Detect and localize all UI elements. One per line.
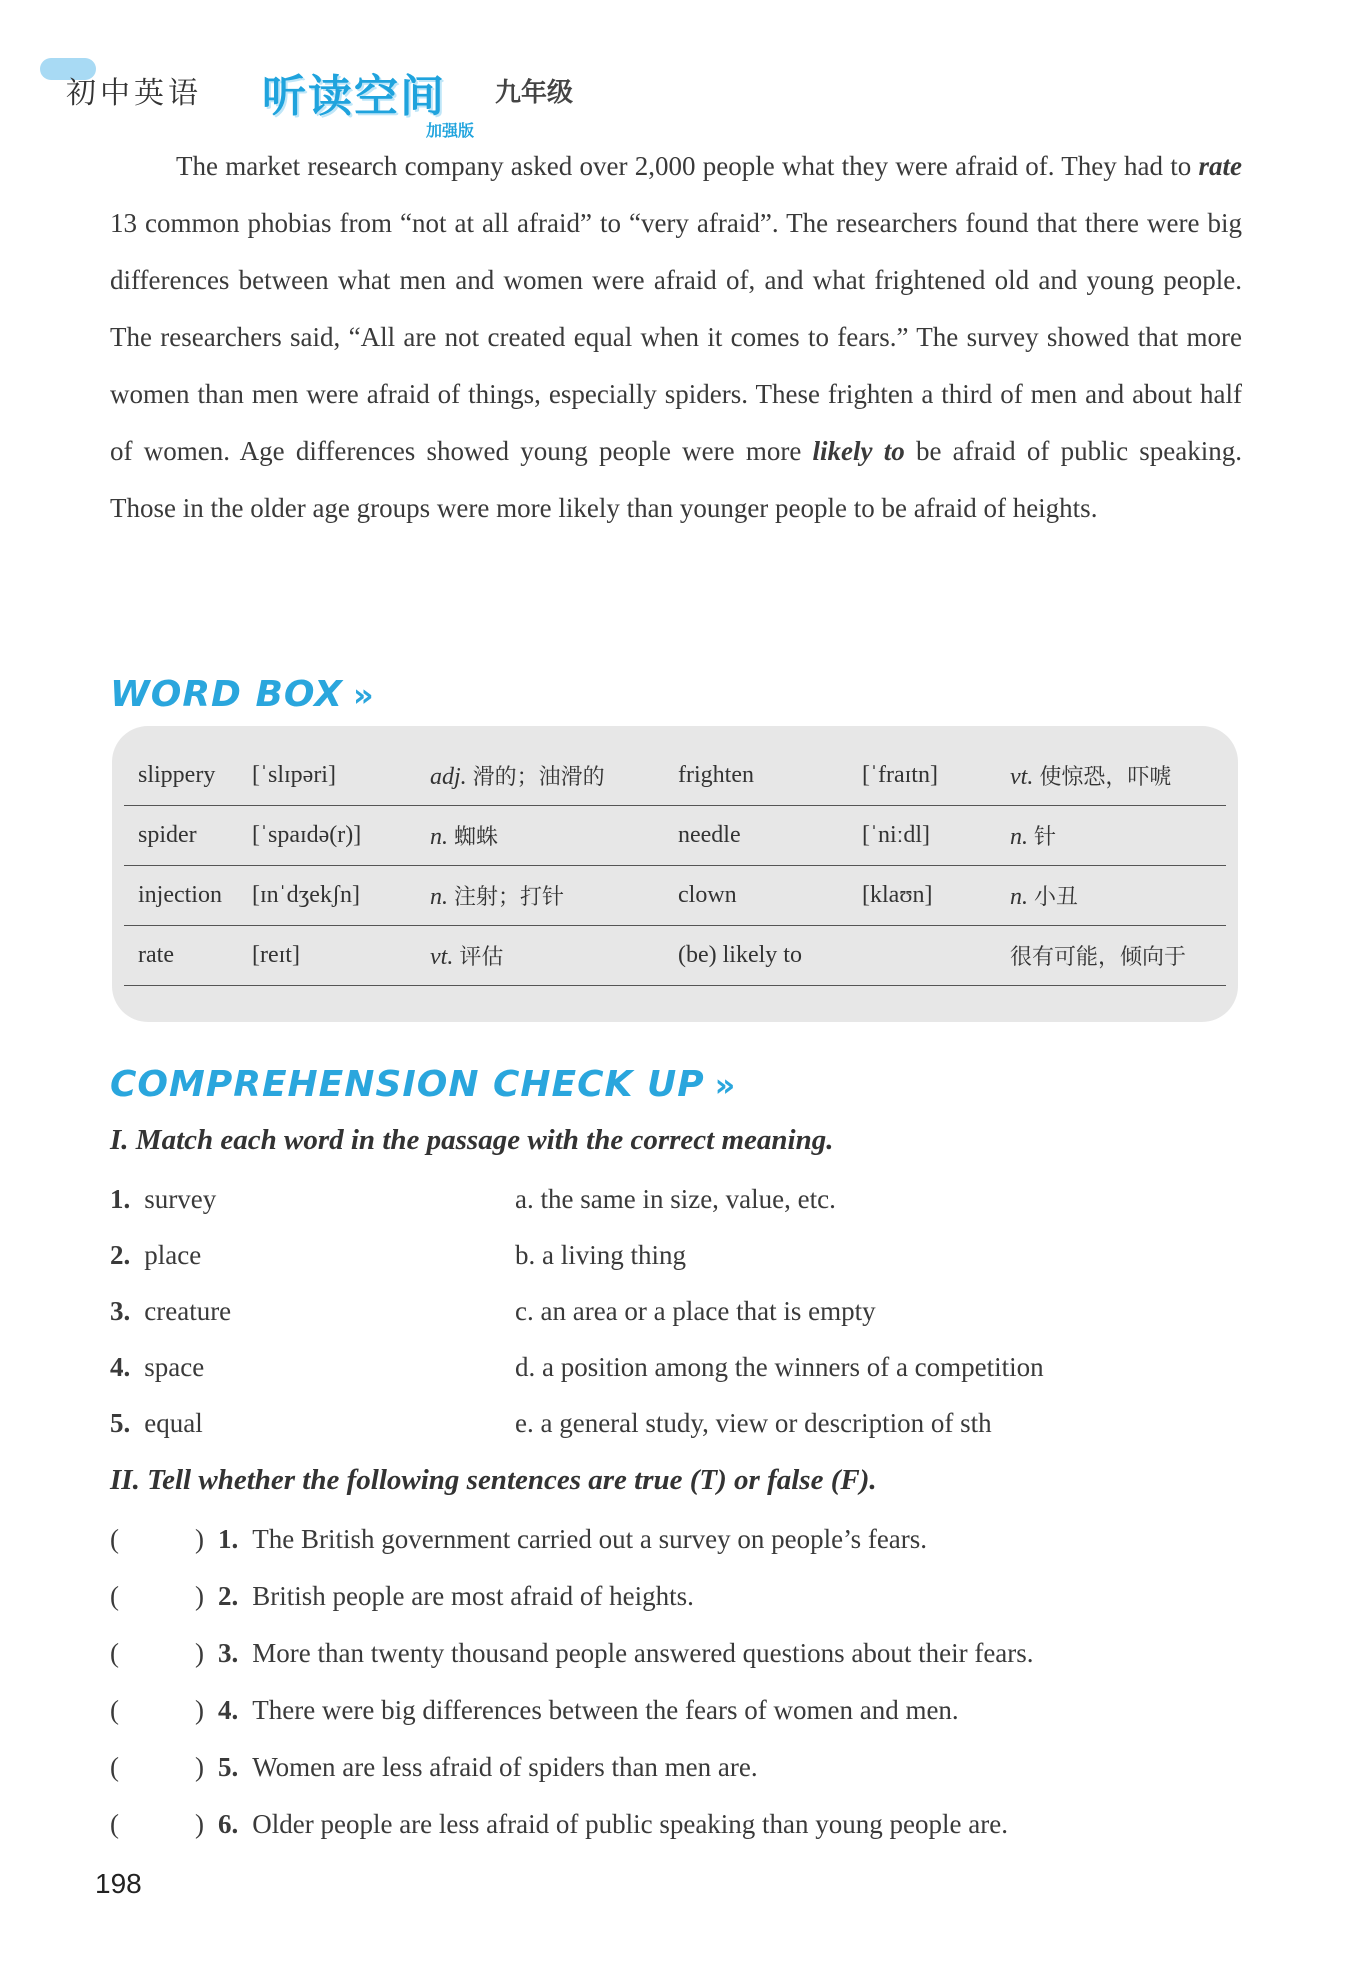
vocab-meaning: n. 蜘蛛 (416, 806, 664, 866)
answer-blank[interactable]: ( ) (110, 1638, 204, 1668)
vocab-meaning: vt. 使惊恐，吓唬 (996, 746, 1226, 806)
vocabulary-table (124, 746, 1226, 986)
brand-logo-text: 听读空间 (262, 71, 446, 122)
double-chevron-icon: » (352, 676, 375, 714)
answer-blank[interactable]: ( ) (110, 1752, 204, 1782)
vocab-word: rate (124, 926, 238, 986)
double-chevron-icon: » (714, 1066, 737, 1104)
match-word-item: 3. creature (110, 1296, 232, 1326)
page-number: 198 (95, 1868, 142, 1899)
vocab-word: injection (124, 866, 238, 926)
vocab-word: spider (124, 806, 238, 866)
keyword-rate: rate (1198, 151, 1242, 181)
match-word-item: 2. place (110, 1240, 202, 1270)
comprehension-title (110, 1064, 736, 1105)
passage-text-1: The market research company asked over 2,000 people what they were afraid of. They had to (176, 151, 1199, 181)
keyword-likely-to: likely to (812, 436, 905, 466)
vocab-word: slippery (124, 746, 238, 806)
vocab-meaning: vt. 评估 (416, 926, 664, 986)
passage-paragraph (110, 138, 1242, 537)
match-meaning-item: d. a position among the winners of a competition (515, 1352, 1044, 1382)
true-false-item: ( ) 4. There were big differences between the fears of women and men. (110, 1695, 959, 1725)
comprehension-title-text: COMPREHENSION CHECK UP (110, 1064, 705, 1105)
match-word-item: 1. survey (110, 1184, 217, 1214)
answer-blank[interactable]: ( ) (110, 1524, 204, 1554)
word-box-title (110, 674, 375, 715)
match-word-item: 4. space (110, 1352, 205, 1382)
word-box-title-text: WORD BOX (110, 674, 343, 715)
vocab-phonetic: [reɪt] (238, 926, 416, 986)
true-false-item: ( ) 5. Women are less afraid of spiders than men are. (110, 1752, 758, 1782)
vocab-phonetic: [ˈslɪpəri] (238, 746, 416, 806)
match-word-item: 5. equal (110, 1408, 203, 1438)
vocab-word: needle (664, 806, 848, 866)
word-box (112, 726, 1238, 1022)
match-meaning-item: b. a living thing (515, 1240, 686, 1270)
vocab-meaning: n. 小丑 (996, 866, 1226, 926)
vocab-phonetic: [ɪnˈdʒekʃn] (238, 866, 416, 926)
series-title: 初中英语 (66, 76, 202, 111)
page-header (40, 52, 740, 140)
vocab-meaning: n. 针 (996, 806, 1226, 866)
table-row (124, 866, 1226, 926)
answer-blank[interactable]: ( ) (110, 1695, 204, 1725)
vocab-phonetic: [ˈfraɪtn] (848, 746, 996, 806)
match-meaning-item: c. an area or a place that is empty (515, 1296, 876, 1326)
match-meaning-item: a. the same in size, value, etc. (515, 1184, 836, 1214)
grade-label: 九年级 (495, 78, 574, 108)
vocab-word: frighten (664, 746, 848, 806)
passage-text-2: 13 common phobias from “not at all afraid” to “very afraid”. The researchers found that there were big differences between what men and women were afraid of, and what frightened old and young people. The researchers said, “All are not created equal when it comes to fears.” The survey showed that more women than men were afraid of things, especially spiders. These frighten a third of men and about half of women. Age differences showed young people were more (110, 208, 1242, 466)
true-false-item: ( ) 1. The British government carried out a survey on people’s fears. (110, 1524, 928, 1554)
passage-text-3: be afraid of public speaking. Those in the older age groups were more likely than younger people to be afraid of heights. (110, 436, 1242, 523)
vocab-phrase: (be) likely to (664, 926, 996, 986)
part-one-heading: I. Match each word in the passage with the correct meaning. (110, 1124, 834, 1156)
reading-passage (110, 138, 1242, 537)
answer-blank[interactable]: ( ) (110, 1581, 204, 1611)
vocab-phonetic: [ˈniːdl] (848, 806, 996, 866)
part-two-heading: II. Tell whether the following sentences are true (T) or false (F). (110, 1464, 877, 1496)
vocab-word: clown (664, 866, 848, 926)
vocab-meaning: 很有可能，倾向于 (996, 926, 1226, 986)
edition-label: 加强版 (426, 121, 475, 140)
table-row (124, 926, 1226, 986)
match-meaning-item: e. a general study, view or description of sth (515, 1408, 992, 1438)
table-row (124, 746, 1226, 806)
table-row (124, 806, 1226, 866)
true-false-item: ( ) 2. British people are most afraid of heights. (110, 1581, 694, 1611)
vocab-phonetic: [ˈspaɪdə(r)] (238, 806, 416, 866)
vocab-meaning: n. 注射；打针 (416, 866, 664, 926)
answer-blank[interactable]: ( ) (110, 1809, 204, 1839)
vocab-meaning: adj. 滑的；油滑的 (416, 746, 664, 806)
true-false-item: ( ) 3. More than twenty thousand people answered questions about their fears. (110, 1638, 1034, 1668)
true-false-item: ( ) 6. Older people are less afraid of public speaking than young people are. (110, 1809, 1008, 1839)
vocab-phonetic: [klaʊn] (848, 866, 996, 926)
